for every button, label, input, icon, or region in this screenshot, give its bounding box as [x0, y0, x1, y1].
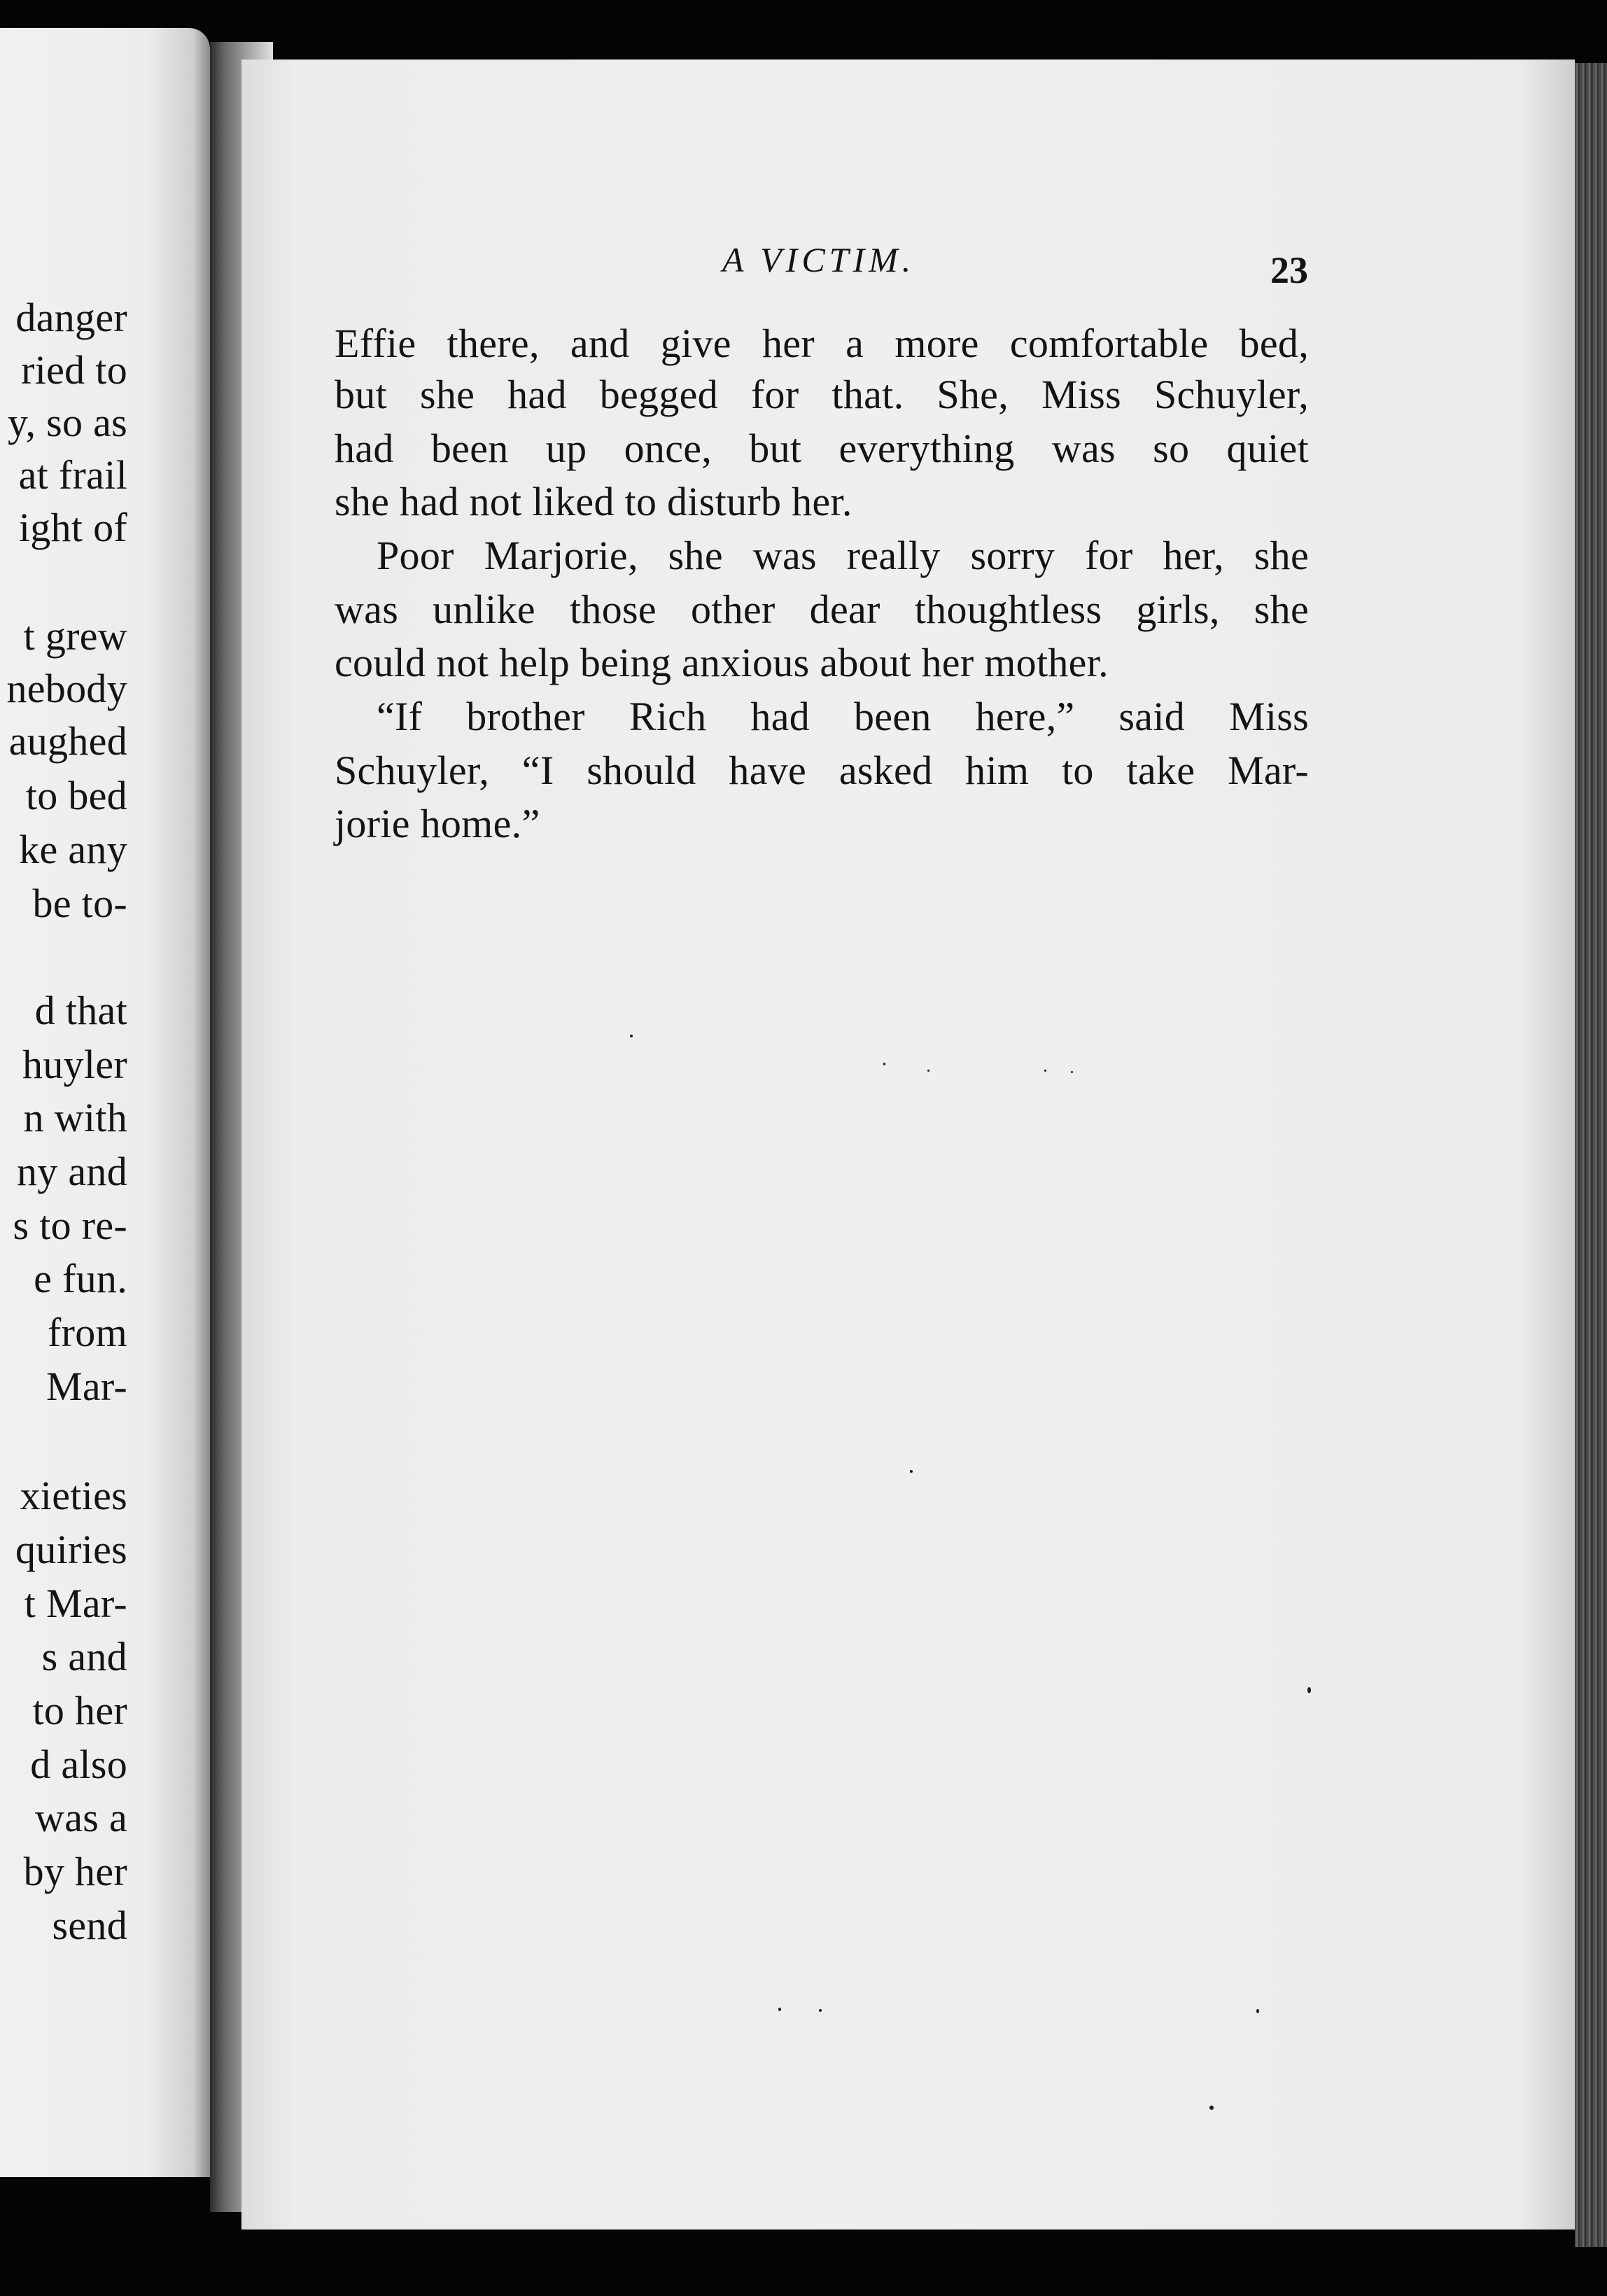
scan-speck — [630, 1035, 633, 1037]
scan-speck — [1209, 2106, 1214, 2110]
scan-speck — [927, 1070, 929, 1072]
body-line: she had not liked to disturb her. — [335, 479, 852, 524]
left-page-line: ried to — [21, 347, 127, 393]
left-page-line: danger — [15, 295, 127, 340]
page-edges — [1575, 63, 1607, 2247]
left-page-line: d that — [34, 988, 127, 1033]
left-page-line: to bed — [25, 773, 127, 818]
left-page-line: send — [52, 1903, 127, 1948]
scan-speck — [1256, 2009, 1259, 2013]
left-page-line: by her — [23, 1849, 127, 1894]
scan-speck — [819, 2009, 822, 2012]
left-page-line: y, so as — [7, 400, 127, 445]
scan-speck — [1307, 1687, 1311, 1693]
left-page-line: n with — [23, 1095, 127, 1140]
left-page-line: nebody — [6, 666, 127, 711]
left-page-line: ight of — [18, 505, 127, 550]
left-page-line: d also — [30, 1742, 127, 1787]
left-page-line: s to re- — [13, 1203, 127, 1248]
scan-speck — [1071, 1071, 1073, 1073]
body-line: Poor Marjorie, she was really sorry for her, she — [377, 533, 1309, 578]
left-page-line: huyler — [22, 1042, 127, 1087]
body-line: was unlike those other dear thoughtless girls, she — [335, 587, 1309, 632]
left-page-line: be to- — [32, 881, 127, 926]
body-line: had been up once, but everything was so quiet — [335, 426, 1309, 471]
left-page-line: from — [48, 1310, 127, 1355]
left-page-line: t Mar- — [24, 1581, 127, 1626]
left-page-line: to her — [32, 1688, 127, 1733]
left-page-line: s and — [41, 1634, 127, 1679]
left-page-line: was a — [35, 1795, 127, 1840]
left-page-line: ny and — [16, 1149, 127, 1194]
left-page-line: xieties — [20, 1473, 127, 1518]
left-page-line: at frail — [18, 452, 127, 498]
body-line: Schuyler, “I should have asked him to take Mar- — [335, 748, 1309, 793]
page-number: 23 — [1270, 249, 1308, 291]
left-page-line: e fun. — [34, 1256, 127, 1301]
body-line: but she had begged for that. She, Miss Schuyler, — [335, 372, 1309, 417]
left-page-line: t grew — [23, 613, 127, 659]
scan-speck — [778, 2008, 781, 2011]
body-line: jorie home.” — [335, 801, 540, 846]
left-page-line: quiries — [15, 1527, 127, 1572]
left-page-line: ke any — [19, 827, 127, 872]
running-head: A VICTIM. — [722, 240, 915, 279]
body-line: could not help being anxious about her mother. — [335, 640, 1109, 685]
scan-speck — [1044, 1070, 1046, 1072]
body-line: “If brother Rich had been here,” said Miss — [377, 694, 1309, 739]
scan-speck — [910, 1470, 913, 1473]
left-page-line: Mar- — [46, 1364, 127, 1409]
body-line: Effie there, and give her a more comfortable bed, — [335, 321, 1309, 366]
scan-speck — [883, 1063, 885, 1065]
left-page-line: aughed — [8, 718, 127, 764]
